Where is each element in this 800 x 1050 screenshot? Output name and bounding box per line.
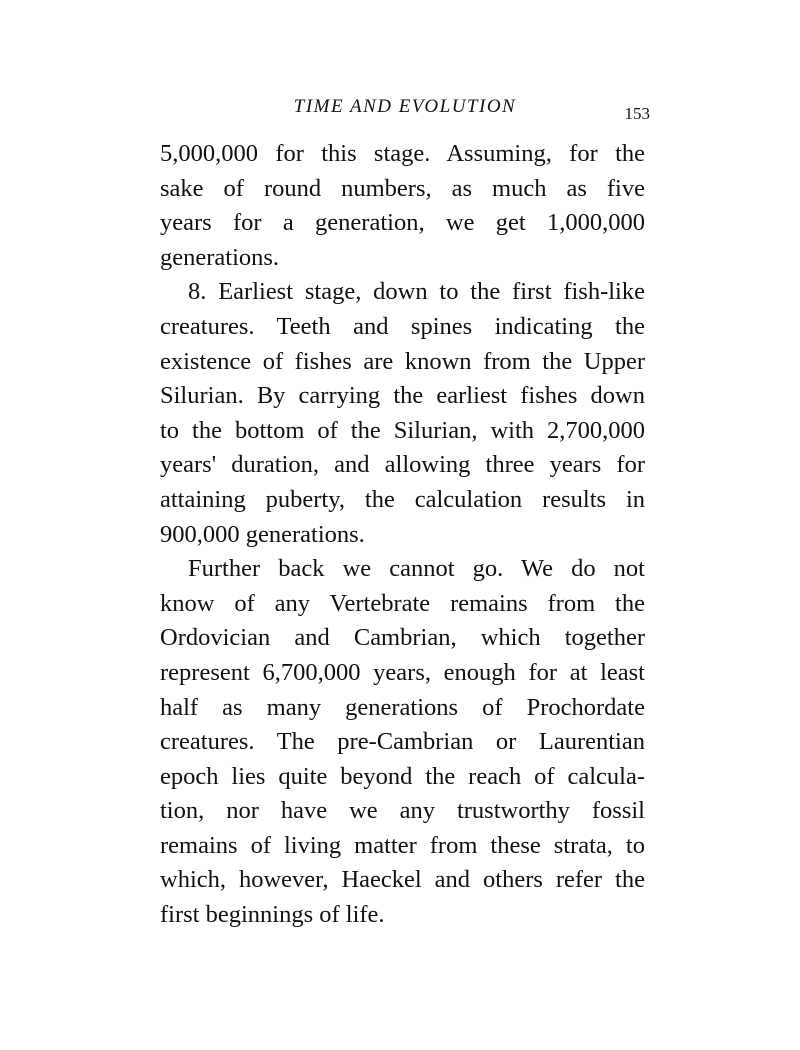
text-line: 900,000 generations. [160,520,365,548]
paragraph-further-back [160,552,645,933]
text-line: half as many generations of Prochordate [160,693,645,721]
body-text [160,137,645,933]
text-line: epoch lies quite beyond the reach of calcula- [160,762,645,790]
text-line: generations. [160,243,280,271]
text-line: Silurian. By carrying the earliest fishes down [160,382,645,410]
text-line: years' duration, and allowing three years for [160,451,645,479]
page-number: 153 [624,104,650,123]
text-line: sake of round numbers, as much as five [160,174,645,202]
running-header [160,92,650,122]
paragraph-stage-8 [160,275,645,552]
text-line: years for a generation, we get 1,000,000 [160,209,645,237]
text-line: tion, nor have we any trustworthy fossil [160,797,645,825]
text-line: existence of fishes are known from the Upper [160,347,645,375]
text-line: which, however, Haeckel and others refer the [160,866,645,894]
text-line: 5,000,000 for this stage. Assuming, for the [160,140,645,167]
text-line: Ordovician and Cambrian, which together [160,624,645,652]
text-line: to the bottom of the Silurian, with 2,700,000 [160,416,645,444]
text-line: first beginnings of life. [160,901,385,929]
text-line: creatures. Teeth and spines indicating the [160,312,645,340]
text-line: know of any Vertebrate remains from the [160,589,645,617]
text-line: creatures. The pre-Cambrian or Laurentian [160,728,645,756]
text-line: remains of living matter from these strata, to [160,831,645,859]
paragraph-continued [160,137,645,275]
text-line: attaining puberty, the calculation results in [160,485,645,513]
text-line: 8. Earliest stage, down to the first fish-like [188,278,645,306]
running-title: TIME AND EVOLUTION [293,96,517,117]
text-line: represent 6,700,000 years, enough for at least [160,658,645,686]
text-line: Further back we cannot go. We do not [188,555,645,583]
